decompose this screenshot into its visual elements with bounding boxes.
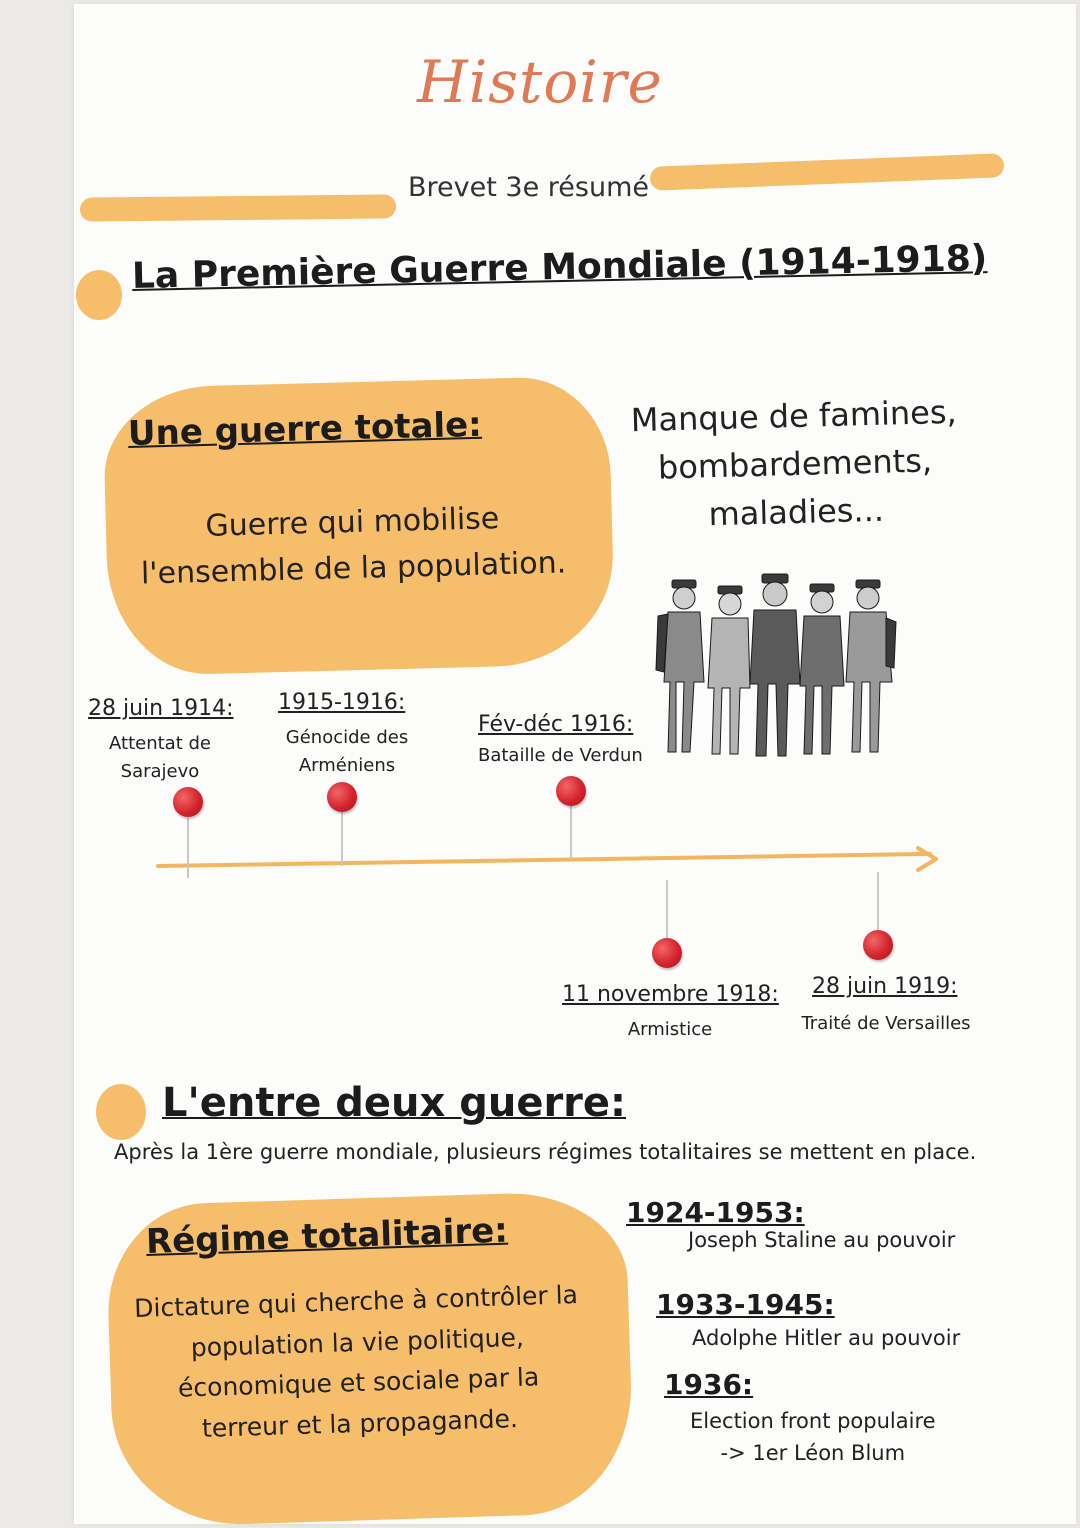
desc-line: Génocide des [285, 727, 409, 748]
note-line: maladies... [708, 490, 885, 534]
soldier-figure [800, 584, 844, 754]
page-title: Histoire [417, 48, 663, 116]
pin-needle [341, 812, 343, 866]
definition-line: Dictature qui cherche à contrôler la [133, 1280, 579, 1323]
soldier-figure [656, 580, 704, 752]
timeline-pin [556, 776, 586, 806]
definition-line: économique et sociale par la [177, 1362, 540, 1403]
soldier-figure [708, 586, 750, 754]
page-subtitle: Brevet 3e résumé [408, 172, 649, 203]
pin-needle [666, 880, 668, 938]
timeline-pin [863, 930, 893, 960]
totalitarian-heading: Régime totalitaire: [145, 1210, 509, 1262]
section-bullet [96, 1084, 146, 1140]
desc-line: Traité de Versailles [801, 1013, 971, 1034]
total-war-definition [107, 494, 599, 598]
soldiers-illustration [650, 572, 900, 764]
section2-heading: L'entre deux guerre: [162, 1080, 627, 1126]
section-bullet [76, 270, 122, 320]
desc-line: Sarajevo [120, 760, 200, 782]
desc-line: Election front populaire [690, 1409, 936, 1433]
desc-line: Attentat de [109, 733, 211, 754]
event-date-sarajevo: 28 juin 1914: [88, 696, 234, 721]
definition-line: terreur et la propagande. [201, 1403, 519, 1443]
event-date-armistice: 11 novembre 1918: [562, 982, 779, 1007]
consequences-note [608, 387, 982, 541]
definition-line: Guerre qui mobilise [205, 501, 500, 544]
event-desc-versailles [796, 1010, 976, 1038]
event-desc-stalin: Joseph Staline au pouvoir [688, 1228, 956, 1252]
event-desc-hitler: Adolphe Hitler au pouvoir [692, 1326, 961, 1350]
desc-line: -> 1er Léon Blum [720, 1440, 906, 1465]
event-desc-front-populaire [690, 1406, 936, 1469]
event-desc-armistice [600, 1016, 740, 1044]
desc-line: Armistice [627, 1019, 713, 1040]
soldier-figure [846, 580, 896, 752]
pin-needle [877, 872, 879, 930]
desc-line: Bataille de Verdun [478, 745, 643, 766]
timeline-pin [327, 782, 357, 812]
total-war-heading: Une guerre totale: [127, 404, 483, 454]
desc-line: Arméniens [298, 754, 396, 776]
event-date-hitler: 1933-1945: [656, 1288, 835, 1321]
timeline-pin [652, 938, 682, 968]
decorative-band-left [80, 194, 396, 221]
note-line: Manque de famines, [630, 392, 958, 440]
totalitarian-definition [118, 1275, 599, 1452]
event-date-armenian-genocide: 1915-1916: [278, 690, 406, 715]
event-desc-sarajevo [90, 730, 230, 786]
event-date-verdun: Fév-déc 1916: [478, 712, 634, 737]
timeline-arrow-icon [916, 846, 940, 874]
event-date-stalin: 1924-1953: [626, 1196, 805, 1229]
note-line: bombardements, [657, 441, 933, 487]
section1-heading: La Première Guerre Mondiale (1914-1918) [131, 238, 988, 297]
event-date-versailles: 28 juin 1919: [812, 974, 958, 999]
section2-intro: Après la 1ère guerre mondiale, plusieurs régimes totalitaires se mettent en place. [114, 1140, 977, 1164]
event-date-front-populaire: 1936: [664, 1368, 754, 1401]
definition-line: l'ensemble de la population. [140, 545, 567, 592]
pin-needle [570, 806, 572, 860]
timeline-pin [173, 787, 203, 817]
definition-line: population la vie politique, [190, 1322, 525, 1362]
pin-needle [187, 818, 189, 878]
event-desc-verdun [478, 742, 643, 770]
soldier-figure [750, 574, 800, 756]
event-desc-armenian-genocide [276, 724, 418, 780]
